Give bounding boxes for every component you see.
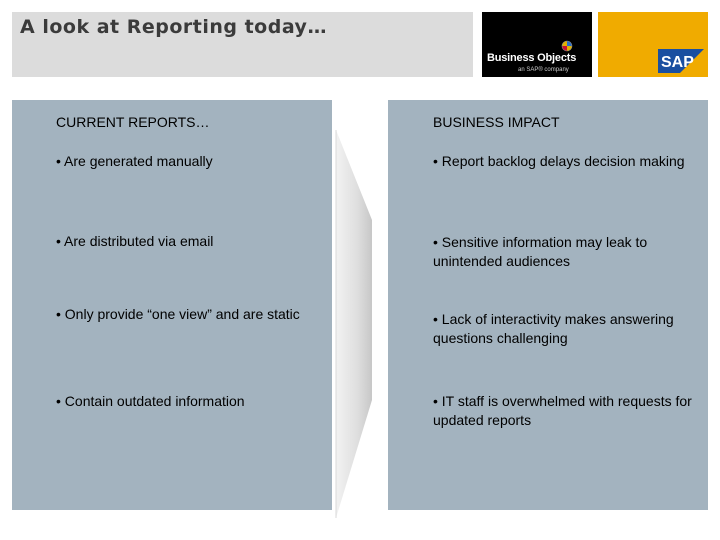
business-objects-tagline: an SAP® company	[518, 67, 569, 73]
business-impact-item: • IT staff is overwhelmed with requests for updated reports	[433, 393, 692, 428]
sap-logo	[598, 12, 708, 77]
current-report-item: • Only provide “one view” and are static	[56, 306, 300, 322]
business-impact-item: • Sensitive information may leak to unintended audiences	[433, 234, 648, 269]
chevron-arrow-icon	[332, 100, 388, 520]
current-reports-header: CURRENT REPORTS…	[56, 114, 210, 130]
title-bar	[12, 12, 473, 77]
business-objects-logo	[482, 12, 592, 77]
current-report-item: • Contain outdated information	[56, 393, 245, 409]
globe-icon	[561, 40, 573, 52]
business-impact-item: • Report backlog delays decision making	[433, 153, 685, 169]
sap-wordmark: SAP	[661, 54, 694, 71]
business-objects-wordmark: Business Objects	[487, 52, 577, 64]
slide-title: A look at Reporting today…	[20, 16, 327, 38]
sap-badge-icon	[658, 49, 704, 73]
current-report-item: • Are generated manually	[56, 153, 213, 169]
business-impact-item: • Lack of interactivity makes answering questions challenging	[433, 311, 674, 346]
business-impact-header: BUSINESS IMPACT	[433, 114, 560, 130]
current-report-item: • Are distributed via email	[56, 233, 214, 249]
